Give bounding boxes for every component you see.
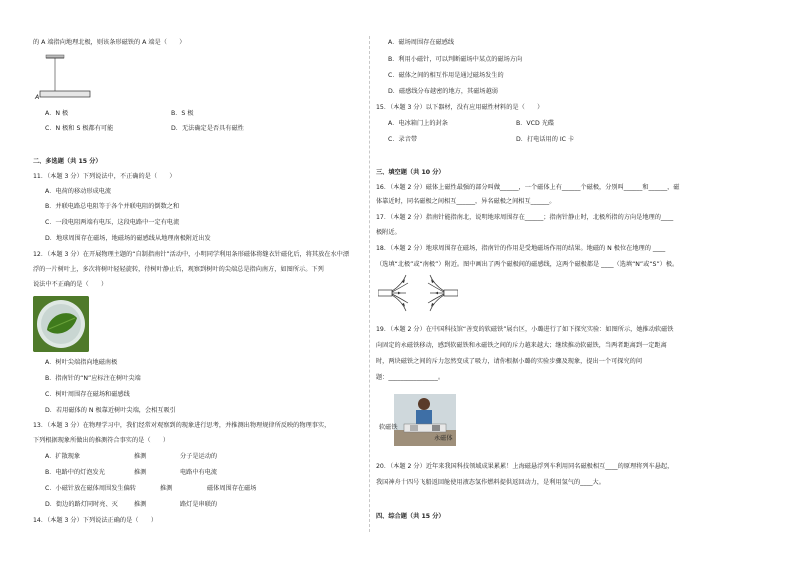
- q13-option-a-fact: 分子是运动的: [180, 453, 218, 460]
- q12-option-a: A．树叶尖端指向地磁南极: [45, 359, 118, 366]
- q17-line-2: 极附近。: [376, 229, 401, 236]
- q11-option-a: A．电荷的移动形成电流: [45, 188, 112, 195]
- q14-option-c: C．磁体之间的相互作用是通过磁场发生的: [388, 72, 504, 79]
- q16-line-2: 体靠近时，同名磁极之间相互______，异名磁极之间相互______。: [376, 198, 556, 205]
- q14-option-a: A．磁场周围存在磁感线: [388, 39, 455, 46]
- q13-option-b-fact: 电路中有电流: [180, 469, 218, 476]
- magnet-end-label: A: [35, 94, 40, 101]
- q14-option-b: B．利用小磁针，可以判断磁场中某点的磁场方向: [388, 56, 523, 63]
- q15-option-c: C．录音带: [388, 136, 418, 143]
- magnetic-field-lines-figure: [378, 274, 458, 312]
- q12-option-d: D．若用磁体的 N 极靠近树叶尖端，会相互吸引: [45, 407, 176, 414]
- q11-option-d: D．地球周围存在磁场，地磁场的磁感线从地理南极附近出发: [45, 235, 211, 242]
- q11-option-c: C．一段电阻两端有电压，这段电路中一定有电流: [45, 219, 180, 226]
- q13-option-c-fact: 磁体周围存在磁场: [207, 485, 257, 492]
- q15-option-d: D．打电话用的 IC 卡: [516, 136, 575, 143]
- q19-line-2: 向固定的永磁铁移动，感到软磁铁和永磁铁之间的斥力越来越大；继续推动软磁铁，当两者距离到一定距离: [376, 342, 667, 349]
- q20-line-2: 我国神舟十四号飞船返回舱使用液态氢作燃料提供返回动力，是利用氢气的____大。: [376, 479, 605, 486]
- q13-option-b-phenomenon: B．电路中的灯泡发光: [45, 469, 105, 476]
- section-4-title: 四、综合题（共 15 分）: [376, 513, 445, 520]
- q20-line-1: 20．（本题 2 分）近年来我国科技领域成果累累！上海磁悬浮列车利用同名磁极相互____的原理将列车悬起，: [376, 463, 674, 470]
- q10-tail: 的 A 端指向地理北极，则该条形磁铁的 A 端是（ ）: [33, 39, 186, 46]
- q17-line-1: 17．（本题 2 分）指南针能指南北，说明地球周围存在______；指南针静止时，北极所指的方向是地理的____: [376, 214, 674, 221]
- q18-line-2: （选填“北极”或“南极”）附近。图中画出了两个磁极间的磁感线，这两个磁极都是 ____（选填“N”或“S”）极。: [376, 261, 679, 268]
- q12-option-c: C．树叶周围存在磁场和磁感线: [45, 391, 130, 398]
- q10-option-c: C．N 极和 S 极都有可能: [45, 125, 114, 132]
- q13-option-d-phenomenon: D．街边的路灯同时亮、灭: [45, 501, 118, 508]
- q19-line-1: 19．（本题 2 分）在中国科技馆“善变的软磁铁”展台区，小璐进行了如下探究实验：如图所示，她推动软磁铁: [376, 326, 674, 333]
- q10-option-d: D．无法确定是否具有磁性: [171, 125, 244, 132]
- permanent-magnet-label: 永磁体: [434, 435, 453, 442]
- q15-option-b: B．VCD 光碟: [516, 120, 555, 127]
- q19-line-3: 时，两块磁铁之间的斥力忽然变成了吸力，请你根据小璐的实验步骤及现象，提出一个可探究的问: [376, 358, 643, 365]
- q11-option-b: B．并联电路总电阻等于各个并联电阻的倒数之和: [45, 203, 180, 210]
- q13-option-c-phenomenon: C．小磁针放在磁体周围发生偏转: [45, 485, 136, 492]
- q13-option-a-phenomenon: A．扩散现象: [45, 453, 81, 460]
- q13-option-d-fact: 路灯是串联的: [180, 501, 218, 508]
- q19-line-4: 题：________________。: [376, 374, 445, 381]
- q12-line-2: 浮的一片树叶上，多次将树叶轻轻旋转，待树叶静止后，观察到树叶的尖端总是指向南方，如图所示。下列: [33, 266, 324, 273]
- q15-stem: 15．（本题 3 分）以下器材，没有应用磁性材料的是（ ）: [376, 104, 544, 111]
- q18-line-1: 18．（本题 2 分）地球周围存在磁场，指南针的作用是受地磁场作用的结果。地磁的 N 极位在地理的 ____: [376, 245, 666, 252]
- q11-stem: 11．（本题 3 分）下列说法中，不正确的是（ ）: [33, 173, 176, 180]
- q14-option-d: D．磁感线分布越密的地方，其磁场越弱: [388, 88, 498, 95]
- q13-option-b-arrow: 推测: [134, 469, 147, 476]
- q15-option-a: A．电冰箱门上的封条: [388, 120, 448, 127]
- q13-option-c-arrow: 推测: [160, 485, 173, 492]
- soft-magnet-label: 软磁铁: [379, 424, 398, 431]
- q13-line-2: 下列根据现象所做出的推测符合事实的是（ ）: [33, 437, 170, 444]
- q13-option-a-arrow: 推测: [134, 453, 147, 460]
- q12-option-b: B．指南针的“N”应标注在树叶尖端: [45, 375, 141, 382]
- q16-line-1: 16．（本题 2 分）磁体上磁性最强的部分叫做______，一个磁体上有______个磁极，分别叫______和______，磁: [376, 184, 680, 191]
- q13-option-d-arrow: 推测: [134, 501, 147, 508]
- section-3-title: 三、填空题（共 10 分）: [376, 169, 445, 176]
- q13-line-1: 13．（本题 3 分）在物理学习中，我们经常对观察到的现象进行思考，并推测出物理规律所反映的物理事实，: [33, 422, 331, 429]
- q12-line-1: 12．（本题 3 分）在开展物理主题的“自制指南针”活动中，小明同学利用条形磁体将缝衣针磁化后，将其放在水中漂: [33, 251, 350, 258]
- q12-line-3: 说法中不正确的是（ ）: [33, 281, 108, 288]
- q10-option-b: B．S 极: [171, 110, 194, 117]
- section-2-title: 二、多选题（共 15 分）: [33, 158, 102, 165]
- q10-option-a: A．N 极: [45, 110, 69, 117]
- q14-stem: 14．（本题 3 分）下列说法正确的是（ ）: [33, 517, 158, 524]
